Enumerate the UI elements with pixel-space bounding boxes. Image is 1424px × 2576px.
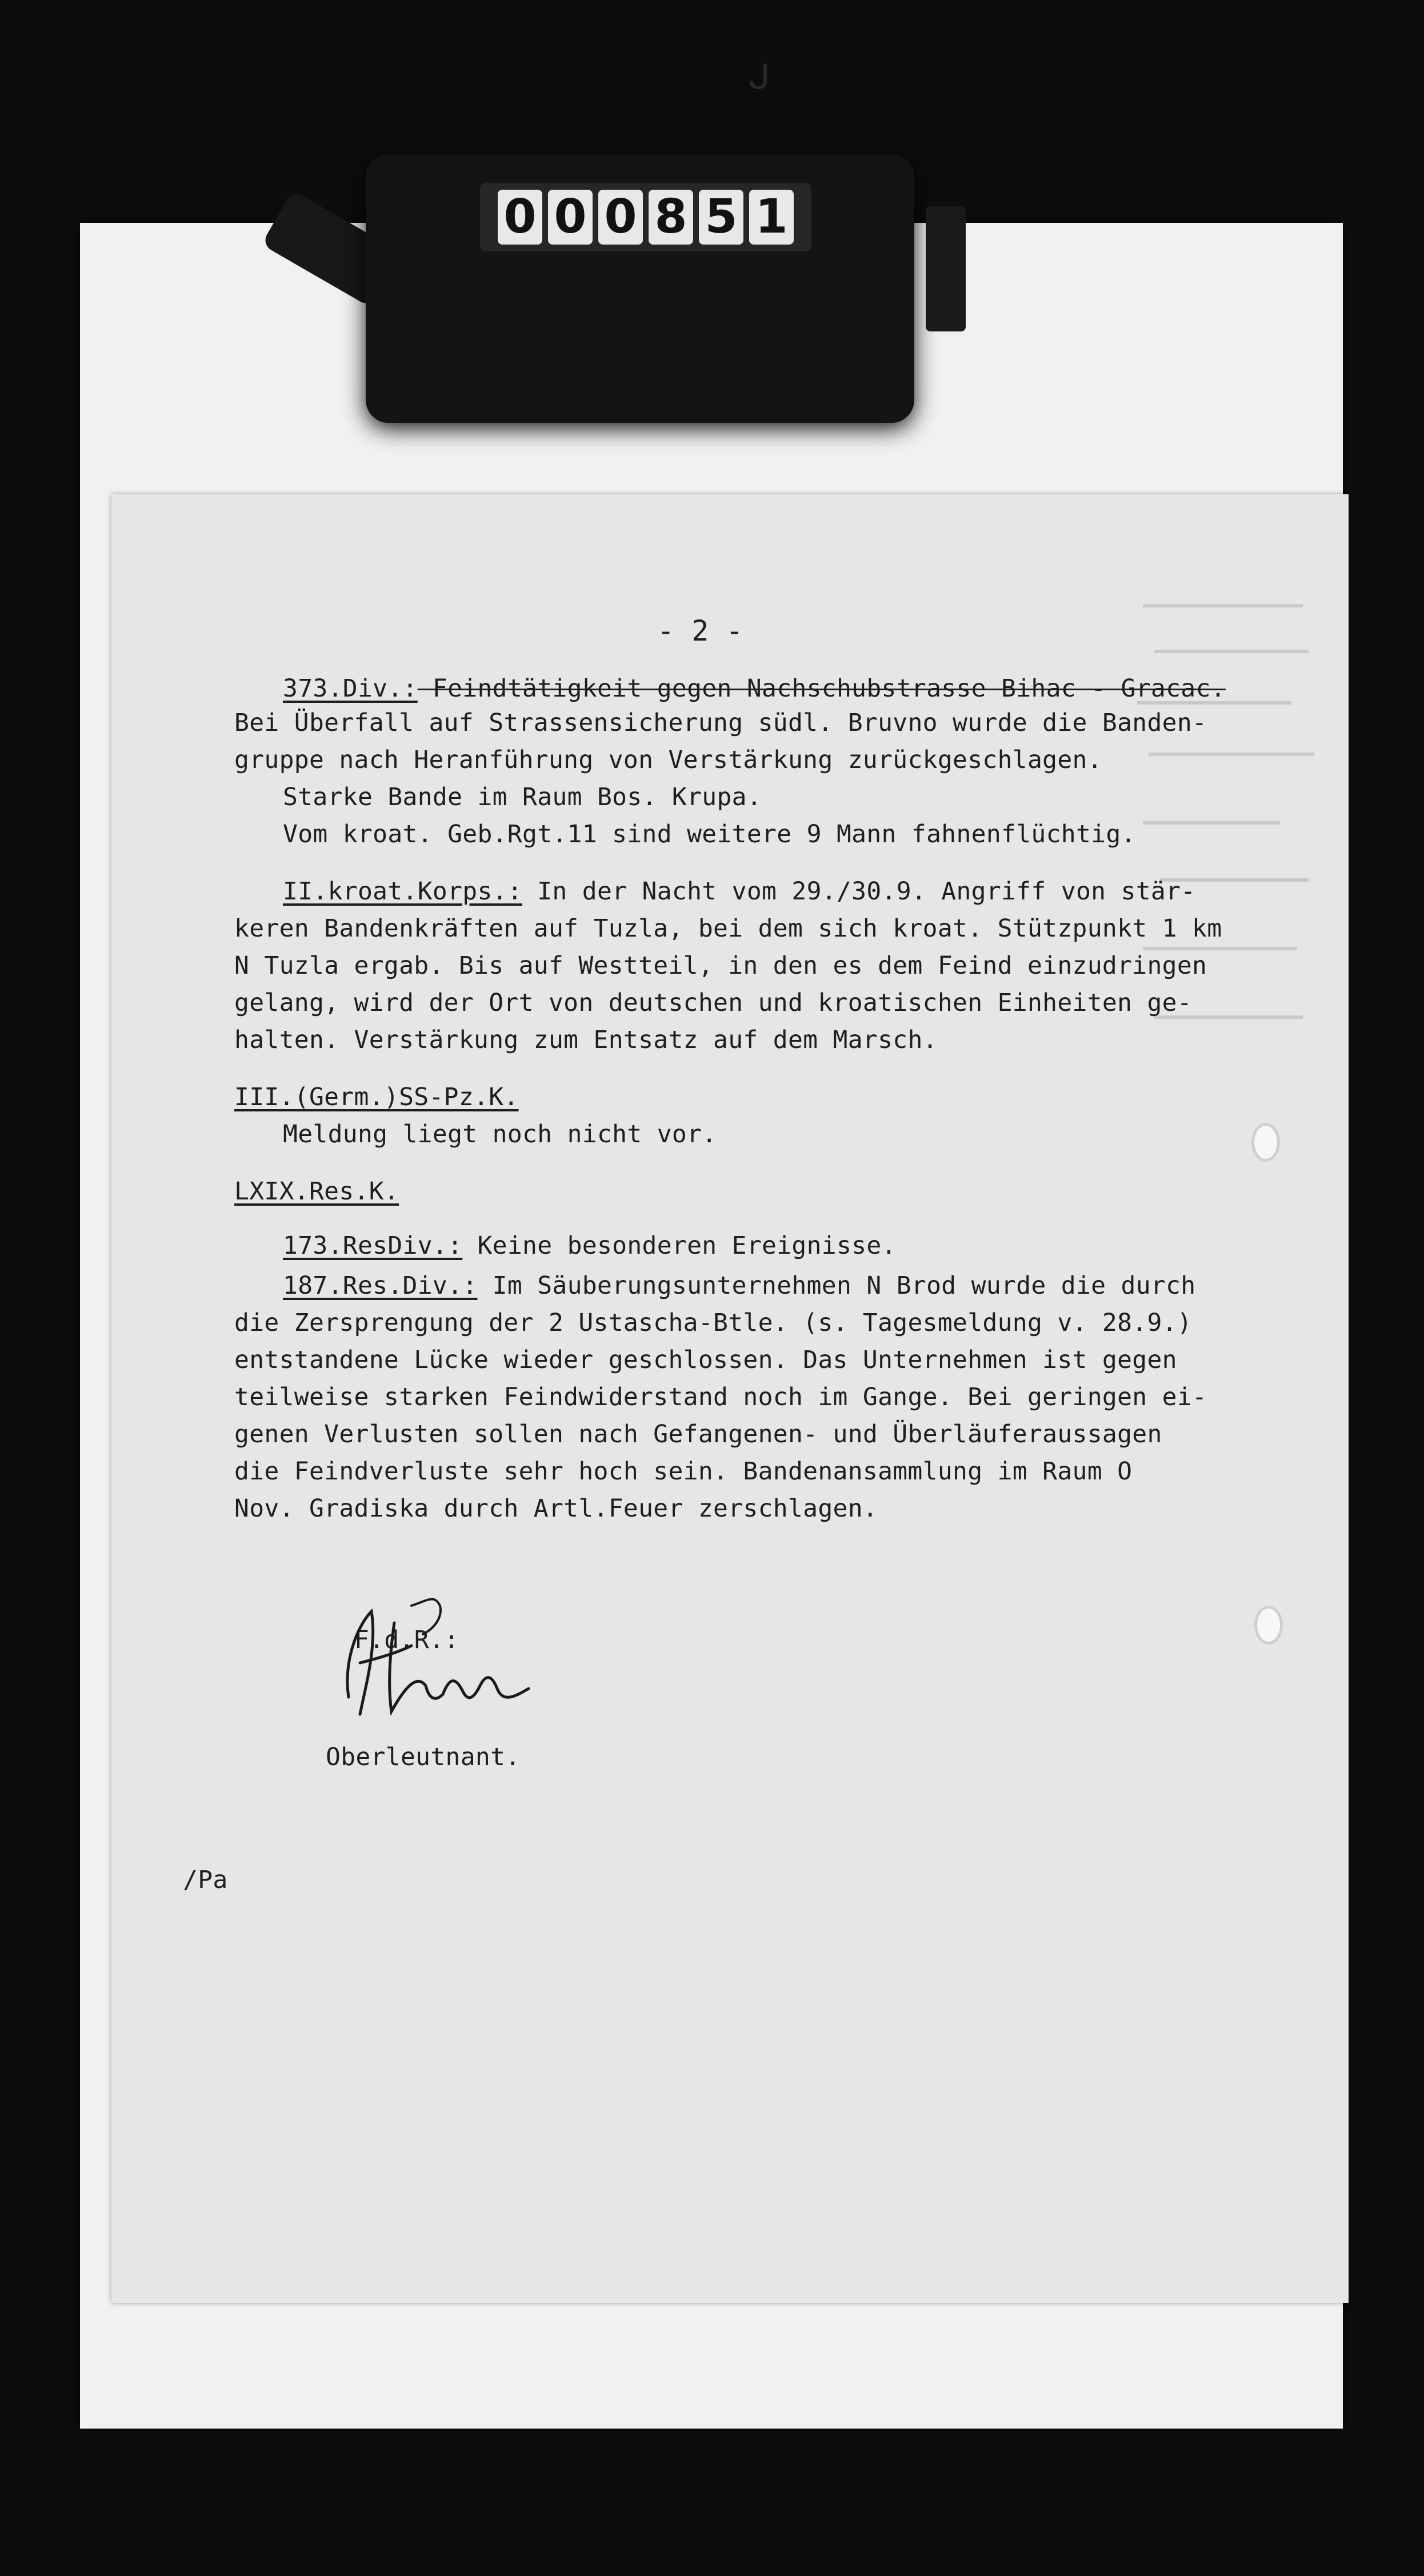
document-line <box>283 780 762 814</box>
punch-hole <box>1251 1123 1280 1162</box>
document-line <box>234 1080 519 1114</box>
typist-initials: /Pa <box>183 1866 228 1894</box>
punch-hole <box>1254 1606 1283 1645</box>
pen-mark: ᒍ <box>749 57 770 97</box>
document-line <box>283 1229 897 1263</box>
document-line <box>283 671 1226 706</box>
line-text: die Zersprengung der 2 Ustascha-Btle. (s. Tagesmeldung v. 28.9.) <box>234 1309 1193 1337</box>
handwritten-signature <box>326 1589 543 1737</box>
section-heading: LXIX.Res.K. <box>234 1177 399 1206</box>
section-heading: 173.ResDiv.: <box>283 1231 463 1260</box>
line-text: Im Säuberungsunternehmen N Brod wurde die durch <box>477 1271 1196 1300</box>
line-text: Vom kroat. Geb.Rgt.11 sind weitere 9 Mann fahnenflüchtig. <box>283 820 1136 849</box>
section-heading: II.kroat.Korps.: <box>283 877 523 906</box>
line-text: gruppe nach Heranführung von Verstärkung zurückgeschlagen. <box>234 746 1102 774</box>
fdr-label: F.d.R.: <box>354 1626 459 1654</box>
signatory-rank: Oberleutnant. <box>326 1743 521 1771</box>
counter-knob <box>926 206 966 331</box>
line-text: Starke Bande im Raum Bos. Krupa. <box>283 783 762 811</box>
line-text: gelang, wird der Ort von deutschen und kroatischen Einheiten ge- <box>234 989 1193 1017</box>
document-line <box>234 1306 1192 1340</box>
counter-digit: 8 <box>649 190 693 245</box>
line-text: N Tuzla ergab. Bis auf Westteil, in den es dem Feind einzudringen <box>234 951 1207 980</box>
line-text: genen Verlusten sollen nach Gefangenen- und Überläuferaussagen <box>234 1420 1162 1449</box>
line-text: Bei Überfall auf Strassensicherung südl. Bruvno wurde die Banden- <box>234 709 1207 737</box>
document-line <box>283 817 1136 851</box>
line-text: entstandene Lücke wieder geschlossen. Das Unternehmen ist gegen <box>234 1346 1177 1374</box>
page-number: - 2 - <box>657 614 743 647</box>
counter-digit: 0 <box>498 190 542 245</box>
document-line <box>234 1174 399 1209</box>
frame-counter <box>480 183 811 251</box>
line-text: Meldung liegt noch nicht vor. <box>283 1120 717 1149</box>
document-line <box>234 1343 1177 1377</box>
document-line <box>234 986 1192 1020</box>
section-heading: III.(Germ.)SS-Pz.K. <box>234 1083 519 1111</box>
line-text: In der Nacht vom 29./30.9. Angriff von stär- <box>522 877 1196 906</box>
document-line <box>234 706 1207 740</box>
counter-digit: 0 <box>548 190 593 245</box>
section-heading: 187.Res.Div.: <box>283 1271 478 1300</box>
document-line <box>234 1023 938 1057</box>
document-line <box>234 911 1222 946</box>
document-line <box>283 1117 717 1151</box>
line-text: teilweise starken Feindwiderstand noch im Gange. Bei geringen ei- <box>234 1383 1207 1411</box>
section-heading: 373.Div.: <box>283 674 418 703</box>
bleed-through-marks <box>1131 583 1320 1097</box>
document-line <box>234 1417 1162 1451</box>
struck-text: Feindtätigkeit gegen Nachschubstrasse Bihac - Gracac. <box>417 674 1226 703</box>
document-line <box>283 1269 1196 1303</box>
document-line <box>234 743 1102 777</box>
document-line <box>234 949 1207 983</box>
counter-digit: 0 <box>598 190 643 245</box>
document-line <box>234 1454 1132 1489</box>
document-line <box>283 874 1195 909</box>
document-line <box>234 1380 1207 1414</box>
line-text: halten. Verstärkung zum Entsatz auf dem Marsch. <box>234 1026 938 1054</box>
line-text: Keine besonderen Ereignisse. <box>462 1231 897 1260</box>
line-text: Nov. Gradiska durch Artl.Feuer zerschlagen. <box>234 1494 878 1523</box>
counter-digit: 1 <box>749 190 794 245</box>
counter-digit: 5 <box>699 190 743 245</box>
document-line <box>234 1491 878 1526</box>
line-text: keren Bandenkräften auf Tuzla, bei dem sich kroat. Stützpunkt 1 km <box>234 914 1222 943</box>
line-text: die Feindverluste sehr hoch sein. Bandenansammlung im Raum O <box>234 1457 1133 1486</box>
